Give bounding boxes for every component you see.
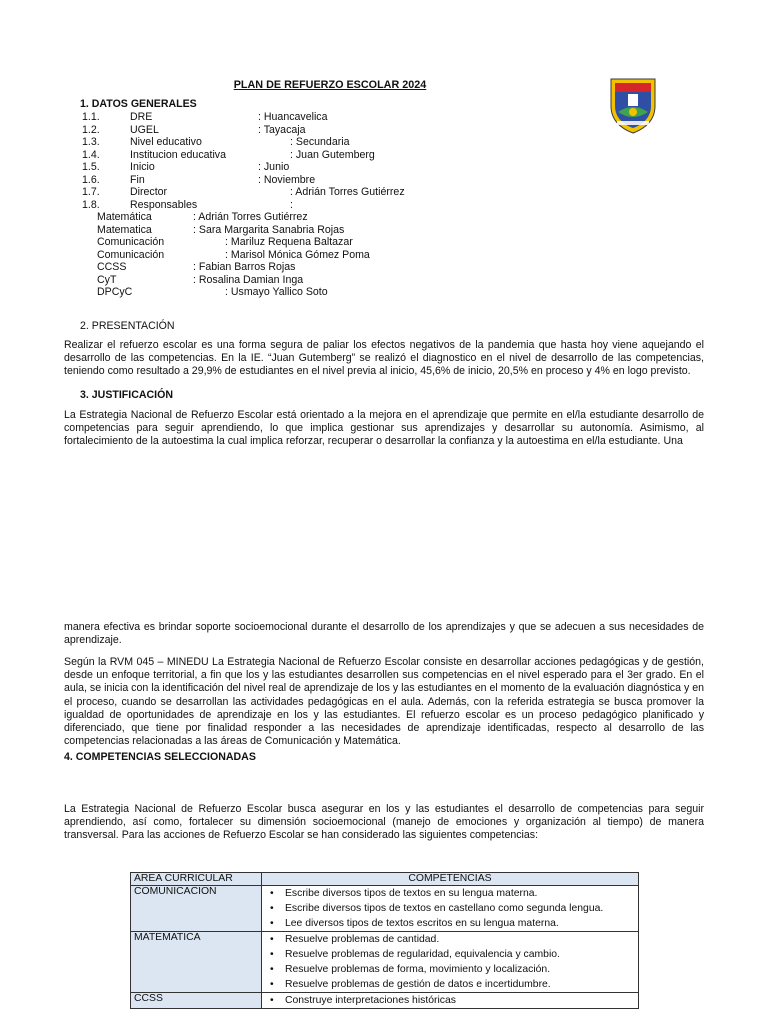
responsable-row: Comunicación : Marisol Mónica Gómez Poma <box>97 249 370 261</box>
area-cell: MATEMATICA <box>131 932 262 993</box>
responsable-row: Comunicación : Mariluz Requena Baltazar <box>97 236 353 248</box>
table-row <box>131 886 639 932</box>
competencias-cell <box>262 932 639 993</box>
section-1-heading: 1. DATOS GENERALES <box>80 98 197 110</box>
header-competencias: COMPETENCIAS <box>262 873 639 886</box>
competencia-item: • Construye interpretaciones históricas <box>285 993 635 1008</box>
area-cell: CCSS <box>131 993 262 1009</box>
justificacion-paragraph-1: La Estrategia Nacional de Refuerzo Escolar está orientado a la mejora en el aprendizaje que permite en el/la estudiante desarrollo de competencias para seguir aprendiendo, lo que implica gestionar sus aprendizajes y desarrollar su autonomía. Asimismo, al fortalecimiento de la autoestima la cual implica reforzar, recuperar o desarrollar la confianza y la autoestima en el/la estudiante. Una <box>64 409 704 448</box>
responsable-row: Matemática : Adrián Torres Gutiérrez <box>97 211 308 223</box>
area-cell: COMUNICACION <box>131 886 262 932</box>
header-area-curricular: AREA CURRICULAR <box>131 873 262 886</box>
competencias-cell <box>262 886 639 932</box>
justificacion-paragraph-2: manera efectiva es brindar soporte socioemocional durante el desarrollo de los aprendizajes y que se adecuen a sus necesidades de aprendizaje. <box>64 621 704 647</box>
section-2-heading: 2. PRESENTACIÓN <box>80 320 175 332</box>
competencia-item: • Escribe diversos tipos de textos en castellano como segunda lengua. <box>285 901 635 916</box>
competencia-item: • Lee diversos tipos de textos escritos en su lengua materna. <box>285 916 635 931</box>
competencia-item: • Resuelve problemas de gestión de datos e incertidumbre. <box>285 977 635 992</box>
presentacion-paragraph: Realizar el refuerzo escolar es una forma segura de paliar los efectos negativos de la pandemia que hasta hoy viene aquejando el desarrollo de las competencias. En la IE. “Juan Gutemberg” se realizó el diagnostico en el nivel de desarrollo de las competencias, teniendo como resultado a 29,9% de estudiantes en el nivel previa al inicio, 45,6% de inicio, 20,5% en proceso y 4% en logo previsto. <box>64 339 704 378</box>
competencias-table <box>130 872 639 1009</box>
responsable-row: Matematica : Sara Margarita Sanabria Rojas <box>97 224 345 236</box>
competencias-cell <box>262 993 639 1009</box>
table-row <box>131 993 639 1009</box>
justificacion-paragraph-3: Según la RVM 045 – MINEDU La Estrategia Nacional de Refuerzo Escolar consiste en desarrollar acciones pedagógicas y de gestión, desde un enfoque territorial, a fin que los y las estudiantes desarrollen sus competencias en el nivel esperado para el 3er grado. En el aula, se inicia con la identificación del nivel real de aprendizaje de los y las estudiantes en el momento de la evaluación diagnóstica y en el proceso, cuando se desarrollan las actividades pedagógicas en el aula. Además, con la referida estrategia se busca promover la igualdad de oportunidades de aprendizaje en los y las estudiantes. El refuerzo escolar es un proceso pedagógico planificado y diferenciado, que tiene por finalidad responder a las necesidades de aprendizaje identificadas, respecto al desarrollo de las competencias relacionadas a las áreas de Comunicación y Matemática. <box>64 656 704 748</box>
table-row <box>131 932 639 993</box>
responsable-row: DPCyC : Usmayo Yallico Soto <box>97 286 328 298</box>
section-4-heading: 4. COMPETENCIAS SELECCIONADAS <box>64 751 256 763</box>
competencia-item: • Resuelve problemas de forma, movimiento y localización. <box>285 962 635 977</box>
document-title: PLAN DE REFUERZO ESCOLAR 2024 <box>233 79 427 91</box>
table-header-row <box>131 873 639 886</box>
competencia-item: • Resuelve problemas de cantidad. <box>285 932 635 947</box>
responsable-row: CCSS : Fabian Barros Rojas <box>97 261 296 273</box>
competencias-paragraph: La Estrategia Nacional de Refuerzo Escolar busca asegurar en los y las estudiantes el desarrollo de competencias para seguir aprendiendo, así como, fortalecer su dimensión socioemocional (manejo de emociones y organización al tiempo) de manera transversal. Para las acciones de Refuerzo Escolar se han considerado las siguientes competencias: <box>64 803 704 842</box>
section-3-heading: 3. JUSTIFICACIÓN <box>80 389 174 401</box>
competencia-item: • Resuelve problemas de regularidad, equivalencia y cambio. <box>285 947 635 962</box>
school-crest-logo <box>608 76 658 134</box>
competencia-item: • Escribe diversos tipos de textos en su lengua materna. <box>285 886 635 901</box>
responsable-row: CyT : Rosalina Damian Inga <box>97 274 304 286</box>
